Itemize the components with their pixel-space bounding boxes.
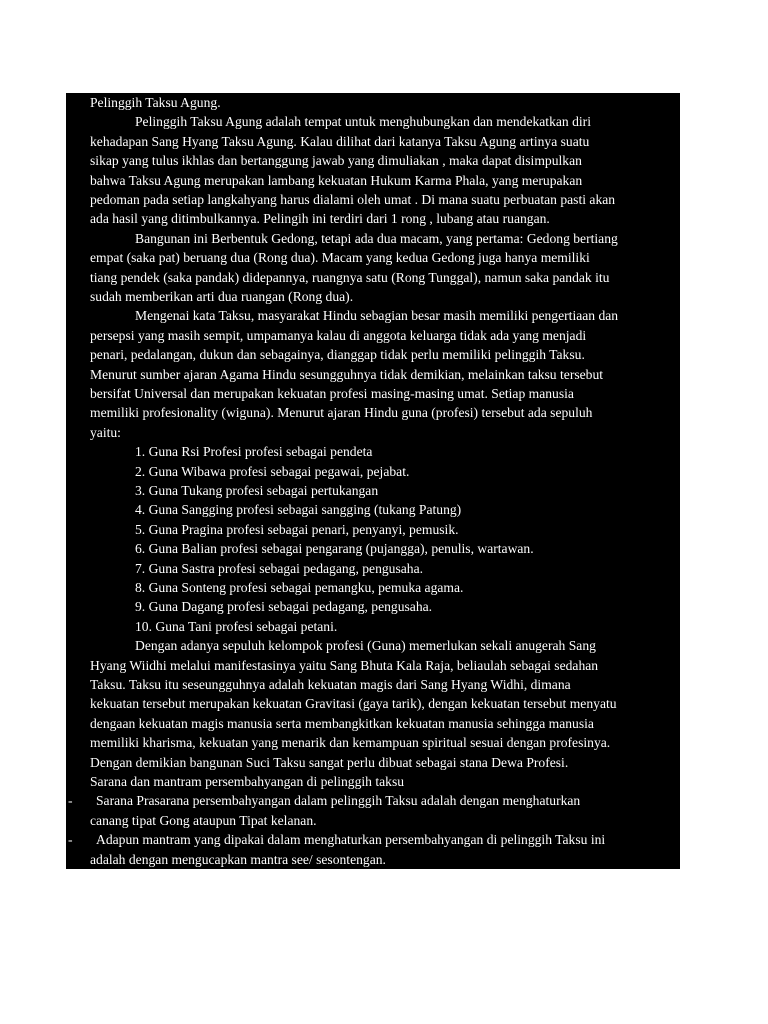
text-line: kekuatan tersebut merupakan kekuatan Gravitasi (gaya tarik), dengan kekuatan tersebut menyatu [90,696,617,712]
text-line: bersifat Universal dan merupakan kekuatan profesi masing-masing umat. Setiap manusia [90,386,574,401]
text-line: Hyang Wiidhi melalui manifestasinya yaitu Sang Bhuta Kala Raja, beliaulah sebagai sedahan [90,657,599,673]
section-title: Pelinggih Taksu Agung. [90,95,221,110]
list-item: 2. Guna Wibawa profesi sebagai pegawai, pejabat. [135,463,410,479]
text-line: memiliki kharisma, kekuatan yang menarik dan kemampuan spiritual sesuai dengan profesinya. [90,735,611,751]
list-item: 8. Guna Sonteng profesi sebagai pemangku, pemuka agama. [135,580,464,595]
text-line: tiang pendek (saka pandak) didepannya, ruangnya satu (Rong Tunggal), namun saka pandak itu [90,269,610,285]
bullet-item-continued: adalah dengan mengucapkan mantra see/ sesontengan. [90,851,386,867]
text-line: bahwa Taksu Agung merupakan lambang kekuatan Hukum Karma Phala, yang merupakan [90,172,583,188]
list-item: 1. Guna Rsi Profesi profesi sebagai pendeta [135,444,373,460]
text-line: Bangunan ini Berbentuk Gedong, tetapi ada dua macam, yang pertama: Gedong bertiang [135,230,618,246]
text-line: memiliki profesionality (wiguna). Menurut ajaran Hindu guna (profesi) tersebut ada sepuluh [90,405,593,421]
text-line: penari, pedalangan, dukun dan sebagainya, dianggap tidak perlu memiliki pelinggih Taksu. [90,347,585,363]
text-line: kehadapan Sang Hyang Taksu Agung. Kalau dilihat dari katanya Taksu Agung artinya suatu [90,133,590,149]
text-line: Pelinggih Taksu Agung adalah tempat untuk menghubungkan dan mendekatkan diri [135,114,591,130]
list-item: 9. Guna Dagang profesi sebagai pedagang, pengusaha. [135,599,433,615]
text-line: dengaan kekuatan magis manusia serta membangkitkan kekuatan manusia sehingga manusia [90,715,594,731]
list-item: 7. Guna Sastra profesi sebagai pedagang, pengusaha. [135,560,424,576]
text-line: sikap yang tulus ikhlas dan bertanggung jawab yang dimuliakan , maka dapat disimpulkan [90,153,582,169]
list-item: 4. Guna Sangging profesi sebagai sangging (tukang Patung) [135,502,462,518]
text-line: Mengenai kata Taksu, masyarakat Hindu sebagian besar masih memiliki pengertiaan dan [135,308,619,324]
text-block [66,93,680,869]
text-line: ada hasil yang ditimbulkannya. Pelingih ini terdiri dari 1 rong , lubang atau ruangan. [90,211,550,227]
text-line: Dengan adanya sepuluh kelompok profesi (Guna) memerlukan sekali anugerah Sang [135,638,596,654]
text-line: sudah memberikan arti dua ruangan (Rong dua). [90,289,354,304]
list-item: 6. Guna Balian profesi sebagai pengarang (pujangga), penulis, wartawan. [135,541,534,557]
bullet-item-continued: canang tipat Gong ataupun Tipat kelanan. [90,812,317,828]
bullet-dash: - [68,793,73,809]
bullet-item: Sarana Prasarana persembahyangan dalam pelinggih Taksu adalah dengan menghaturkan [96,793,581,809]
list-item: 5. Guna Pragina profesi sebagai penari, penyanyi, pemusik. [135,521,459,537]
subheading: Sarana dan mantram persembahyangan di pelinggih taksu [90,774,405,789]
bullet-item: Adapun mantram yang dipakai dalam menghaturkan persembahyangan di pelinggih Taksu ini [96,832,606,848]
text-line: Dengan demikian bangunan Suci Taksu sangat perlu dibuat sebagai stana Dewa Profesi. [90,754,569,770]
text-line: persepsi yang masih sempit, umpamanya kalau di anggota keluarga tidak ada yang menjadi [90,327,587,343]
list-item: 10. Guna Tani profesi sebagai petani. [135,618,338,634]
list-item: 3. Guna Tukang profesi sebagai pertukangan [135,483,379,498]
bullet-dash: - [68,832,73,848]
text-line: empat (saka pat) beruang dua (Rong dua). Macam yang kedua Gedong juga hanya memiliki [90,250,590,266]
text-line: pedoman pada setiap langkahyang harus dialami oleh umat . Di mana suatu perbuatan pasti akan [90,192,616,207]
text-line: Taksu. Taksu itu seseungguhnya adalah kekuatan magis dari Sang Hyang Widhi, dimana [90,677,571,692]
text-line: Menurut sumber ajaran Agama Hindu sesungguhnya tidak demikian, melainkan taksu tersebut [90,366,604,382]
text-line: yaitu: [90,424,121,440]
